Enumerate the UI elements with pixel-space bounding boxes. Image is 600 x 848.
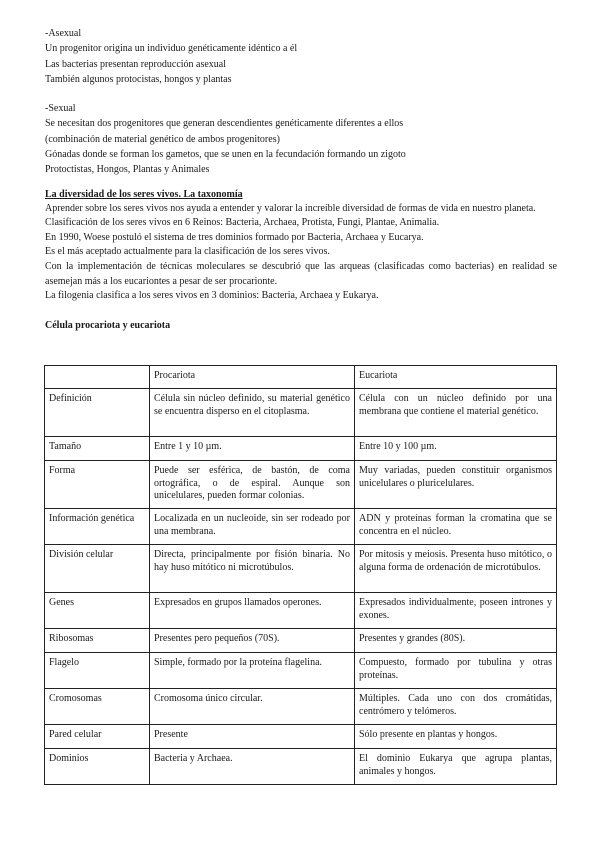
eucariota-cell: Múltiples. Cada uno con dos cromátidas, centrómero y telómeros. xyxy=(355,689,557,725)
row-label: Pared celular xyxy=(45,725,150,749)
procariota-cell: Simple, formado por la proteína flagelina. xyxy=(150,653,355,689)
row-label: División celular xyxy=(45,545,150,593)
row-label: Cromosomas xyxy=(45,689,150,725)
cell-section-heading: Célula procariota y eucariota xyxy=(45,319,171,331)
sexual-line: Gónadas donde se forman los gametos, que se unen en la fecundación formando un zigoto xyxy=(45,149,406,161)
diversity-heading: La diversidad de los seres vivos. La taxonomía xyxy=(45,188,243,200)
procariota-cell: Directa, principalmente por fisión binaria. No hay huso mitótico ni microtúbulos. xyxy=(150,545,355,593)
procariota-cell: Localizada en un nucleoide, sin ser rodeado por una membrana. xyxy=(150,509,355,545)
asexual-line: Las bacterias presentan reproducción asexual xyxy=(45,58,227,70)
document-page xyxy=(45,26,557,333)
row-label: Dominios xyxy=(45,749,150,785)
procariota-cell: Entre 1 y 10 µm. xyxy=(150,437,355,461)
eucariota-cell: Sólo presente en plantas y hongos. xyxy=(355,725,557,749)
eucariota-cell: El dominio Eukarya que agrupa plantas, animales y hongos. xyxy=(355,749,557,785)
diversity-paragraph: Es el más aceptado actualmente para la clasificación de los seres vivos. xyxy=(45,246,330,258)
table-row xyxy=(45,629,557,653)
table-header-row xyxy=(45,366,557,389)
procariota-cell: Presentes pero pequeños (70S). xyxy=(150,629,355,653)
diversity-paragraph: Con la implementación de técnicas moleculares se descubrió que las arqueas (clasificadas como bacterias) en realidad se asemejan más a los eucariontes a pesar de ser procarionte. xyxy=(45,261,557,287)
table-row xyxy=(45,653,557,689)
procariota-cell: Presente xyxy=(150,725,355,749)
sexual-line: (combinación de material genético de ambos progenitores) xyxy=(45,133,280,145)
procariota-cell: Expresados en grupos llamados operones. xyxy=(150,593,355,629)
table-row xyxy=(45,749,557,785)
row-label: Forma xyxy=(45,461,150,509)
diversity-paragraph: La filogenia clasifica a los seres vivos en 3 dominios: Bacteria, Archaea y Eukarya. xyxy=(45,290,379,302)
eucariota-cell: Entre 10 y 100 µm. xyxy=(355,437,557,461)
sexual-line: Se necesitan dos progenitores que generan descendientes genéticamente diferentes a ellos xyxy=(45,118,404,130)
sexual-line: Protoctistas, Hongos, Plantas y Animales xyxy=(45,164,210,176)
table-row xyxy=(45,509,557,545)
procariota-cell: Célula sin núcleo definido, su material genético se encuentra disperso en el citoplasma. xyxy=(150,389,355,437)
asexual-line: Un progenitor origina un individuo genéticamente idéntico a él xyxy=(45,43,298,55)
table-row xyxy=(45,689,557,725)
header-cell: Eucariota xyxy=(355,366,557,389)
row-label: Ribosomas xyxy=(45,629,150,653)
asexual-line: También algunos protocistas, hongos y plantas xyxy=(45,73,232,85)
eucariota-cell: Célula con un núcleo definido por una membrana que contiene el material genético. xyxy=(355,389,557,437)
diversity-paragraph: Clasificación de los seres vivos en 6 Reinos: Bacteria, Archaea, Protista, Fungi, Plantae, Animalia. xyxy=(45,217,440,229)
procariota-cell: Bacteria y Archaea. xyxy=(150,749,355,785)
sexual-title: -Sexual xyxy=(45,103,76,115)
eucariota-cell: Expresados individualmente, poseen intrones y exones. xyxy=(355,593,557,629)
table-row xyxy=(45,725,557,749)
eucariota-cell: Muy variadas, pueden constituir organismos unicelulares o pluricelulares. xyxy=(355,461,557,509)
diversity-paragraph: En 1990, Woese postuló el sistema de tres dominios formado por Bacteria, Archaea y Eucarya. xyxy=(45,231,424,243)
eucariota-cell: Por mitosis y meiosis. Presenta huso mitótico, o alguna forma de ordenación de microtúbulos. xyxy=(355,545,557,593)
row-label: Información genética xyxy=(45,509,150,545)
table-row xyxy=(45,593,557,629)
procariota-cell: Puede ser esférica, de bastón, de coma ortográfica, o de espiral. Aunque son unicelulares, pueden formar colonias. xyxy=(150,461,355,509)
table-row xyxy=(45,389,557,437)
table-row xyxy=(45,461,557,509)
cell-comparison-table xyxy=(44,365,557,785)
row-label: Definición xyxy=(45,389,150,437)
asexual-title: -Asexual xyxy=(45,28,82,39)
table-row xyxy=(45,437,557,461)
row-label: Tamaño xyxy=(45,437,150,461)
header-cell xyxy=(45,366,150,389)
eucariota-cell: Presentes y grandes (80S). xyxy=(355,629,557,653)
row-label: Flagelo xyxy=(45,653,150,689)
header-cell: Procariota xyxy=(150,366,355,389)
table-row xyxy=(45,545,557,593)
diversity-paragraph: Aprender sobre los seres vivos nos ayuda a entender y valorar la increíble diversidad de formas de vida en nuestro planeta. xyxy=(45,202,536,214)
procariota-cell: Cromosoma único circular. xyxy=(150,689,355,725)
row-label: Genes xyxy=(45,593,150,629)
eucariota-cell: ADN y proteínas forman la cromatina que se concentra en el núcleo. xyxy=(355,509,557,545)
eucariota-cell: Compuesto, formado por tubulina y otras proteínas. xyxy=(355,653,557,689)
